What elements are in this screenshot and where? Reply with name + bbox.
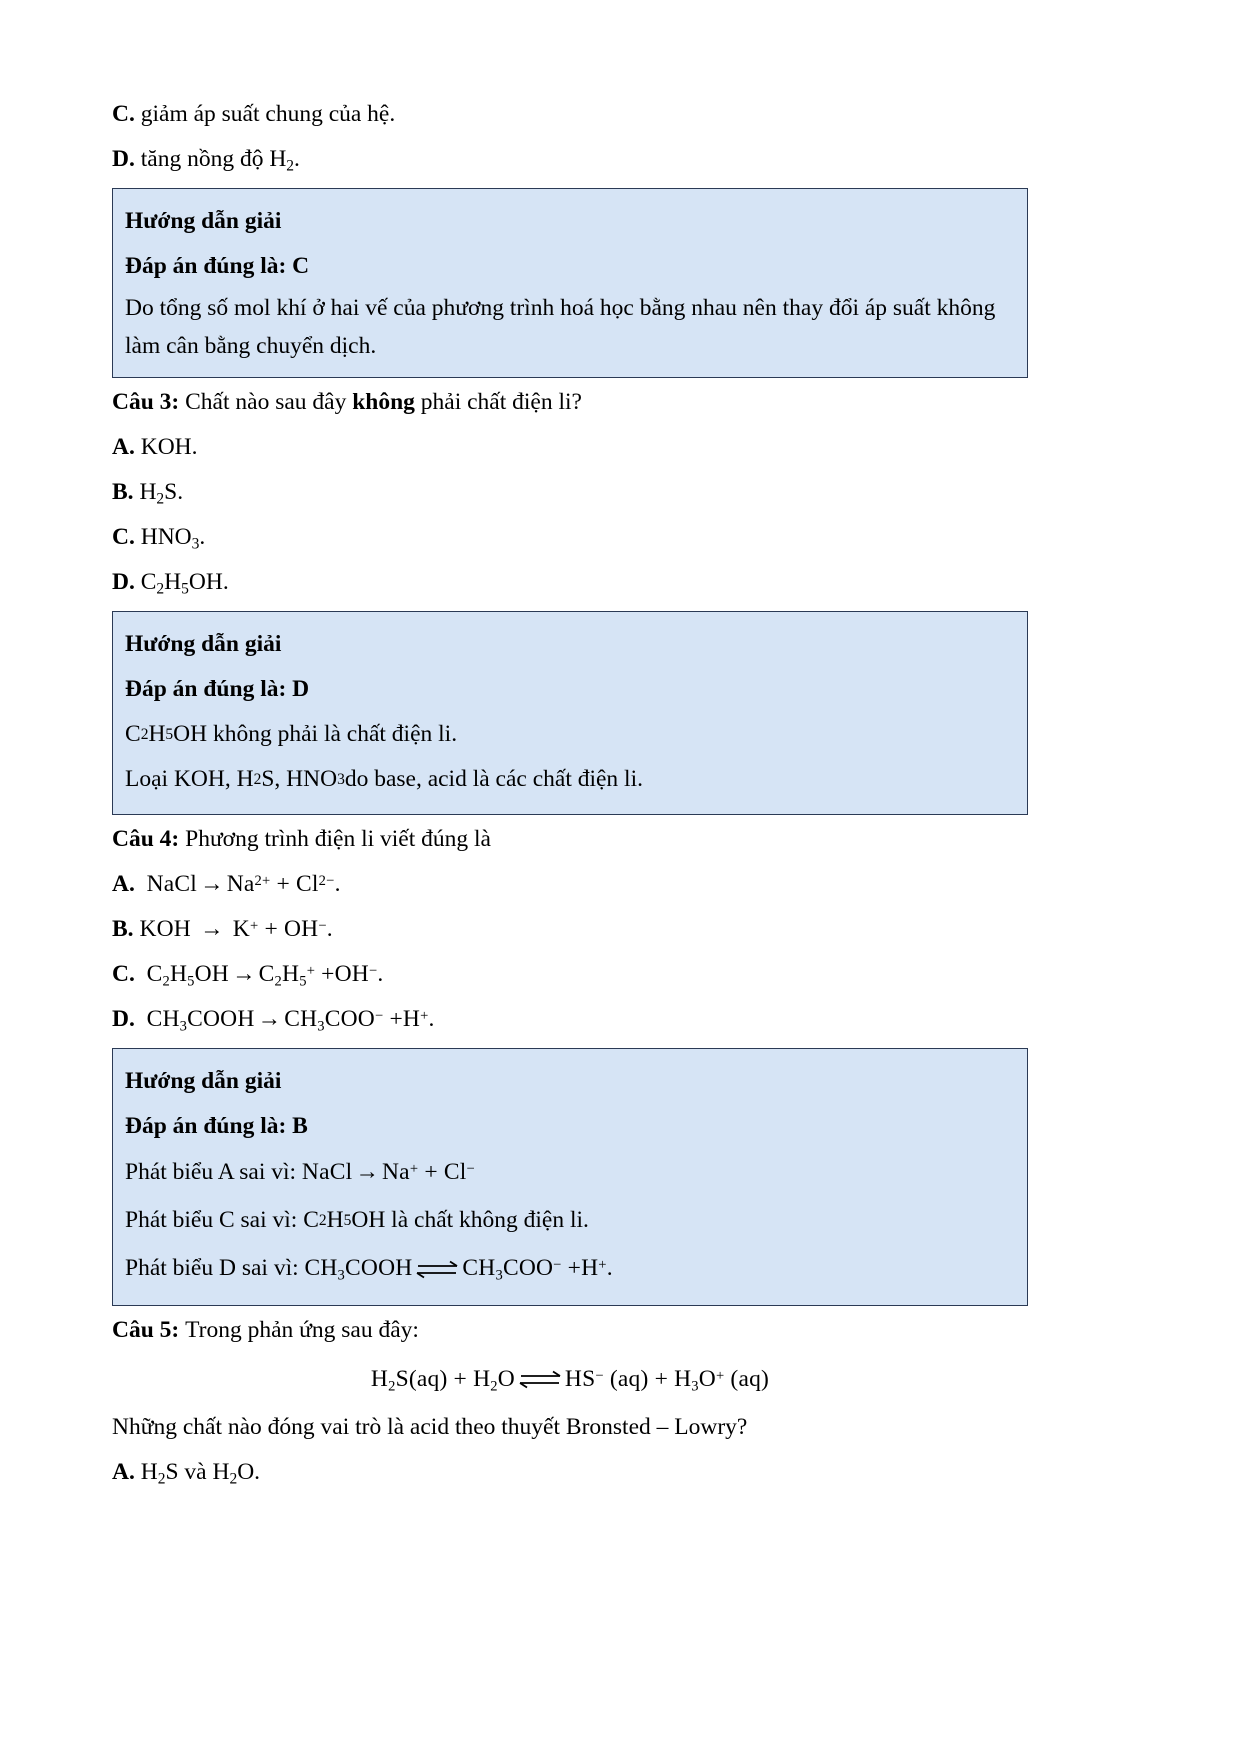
statement-d-equation-right: $CH_3COO^- +H^+$. — [462, 1255, 613, 1285]
option-d-label: D. — [112, 145, 135, 172]
statement-d-prefix: Phát biểu D sai vì: — [125, 1255, 299, 1282]
equilibrium-arrow-icon — [517, 1368, 563, 1390]
question-3-text: Chất nào sau đây không phải chất điện li? — [185, 388, 582, 415]
statement-a-prefix: Phát biểu A sai vì: — [125, 1159, 297, 1186]
solution-answer-label: Đáp án đúng là: D — [125, 675, 310, 702]
option-c-text: giảm áp suất chung của hệ. — [140, 100, 396, 127]
question-3-option-d — [112, 560, 1028, 605]
solution-line-statement-a — [125, 1149, 1015, 1197]
option-formula: $H_2S$ và $H_2O$. — [140, 1458, 261, 1488]
question-5 — [112, 1308, 1028, 1353]
question-5-number: Câu 5: — [112, 1316, 180, 1343]
option-c-previous-question — [112, 92, 1028, 137]
solution-box-3 — [112, 1048, 1028, 1306]
option-label: D. — [112, 1005, 135, 1032]
solution-answer-label: Đáp án đúng là: C — [125, 252, 310, 279]
question-4-option-d — [112, 997, 1028, 1042]
solution-answer-label: Đáp án đúng là: B — [125, 1112, 308, 1139]
question-3-option-b — [112, 470, 1028, 515]
question-4-option-c — [112, 952, 1028, 997]
question-3-option-c — [112, 515, 1028, 560]
option-label: A. — [112, 1458, 135, 1485]
option-equation: $C_2H_5OH \to C_2H_5^+ +OH^-$. — [146, 960, 384, 990]
solution-line-statement-d — [125, 1245, 1015, 1293]
solution-line-1: C 2 H 5 OH không phải là chất điện li. — [125, 720, 458, 747]
solution-box-2 — [112, 611, 1028, 815]
statement-a-equation: NaCl → Na+ + Cl− — [301, 1159, 475, 1186]
equation-right: HS− $(aq) + H_3O^+$ (aq) — [564, 1365, 770, 1395]
option-formula: $H_2S$. — [139, 478, 184, 508]
question-3-option-a — [112, 425, 1028, 470]
option-label: D. — [112, 568, 135, 595]
question-4-option-a — [112, 862, 1028, 907]
equation-left: $H_2S(aq) + H_2O$ — [370, 1365, 515, 1395]
option-label: C. — [112, 523, 135, 550]
option-c-label: C. — [112, 100, 135, 127]
question-3 — [112, 380, 1028, 425]
question-4-text: Phương trình điện li viết đúng là — [185, 825, 491, 852]
equilibrium-arrow-icon — [414, 1258, 460, 1280]
question-5-equation — [112, 1353, 1028, 1405]
page-content — [112, 92, 1028, 1495]
solution-heading: Hướng dẫn giải — [125, 630, 282, 657]
option-equation: KOH → K+ + OH−. — [139, 915, 333, 942]
option-formula: $C_2H_5OH$. — [140, 568, 229, 598]
solution-body: Do tổng số mol khí ở hai vế của phương trình hoá học bằng nhau nên thay đổi áp suất không làm cân bằng chuyển dịch. — [125, 295, 996, 360]
solution-box-1 — [112, 188, 1028, 378]
option-d-previous-question — [112, 137, 1028, 182]
option-formula: $HNO_3$. — [140, 523, 206, 553]
option-formula: KOH. — [140, 433, 198, 460]
statement-d-equation-left: $CH_3COOH$ — [304, 1255, 413, 1285]
question-5-prompt — [112, 1405, 1028, 1450]
solution-line-statement-c: Phát biểu C sai vì: C 2 H 5 OH là chất không điện li. — [125, 1207, 589, 1234]
option-label: B. — [112, 478, 134, 505]
question-3-number: Câu 3: — [112, 388, 180, 415]
solution-heading: Hướng dẫn giải — [125, 207, 282, 234]
question-5-option-a — [112, 1450, 1028, 1495]
question-4-number: Câu 4: — [112, 825, 180, 852]
prompt-text: Những chất nào đóng vai trò là acid theo thuyết Bronsted – Lowry? — [112, 1413, 748, 1440]
option-label: B. — [112, 915, 134, 942]
question-4 — [112, 817, 1028, 862]
question-5-text: Trong phản ứng sau đây: — [185, 1316, 419, 1343]
question-4-option-b — [112, 907, 1028, 952]
option-label: A. — [112, 870, 135, 897]
option-equation: $CH_3COOH \to CH_3COO^- +H^+$. — [146, 1005, 435, 1035]
solution-line-2: Loại KOH, H 2 S, HNO 3 do base, acid là các chất điện li. — [125, 765, 643, 792]
solution-heading: Hướng dẫn giải — [125, 1067, 282, 1094]
option-label: C. — [112, 960, 135, 987]
option-equation: NaCl → $Na^{2+} + Cl^{2-}$. — [146, 870, 341, 897]
option-label: A. — [112, 433, 135, 460]
option-d-text: tăng nồng độ $H_2$. — [140, 145, 300, 175]
